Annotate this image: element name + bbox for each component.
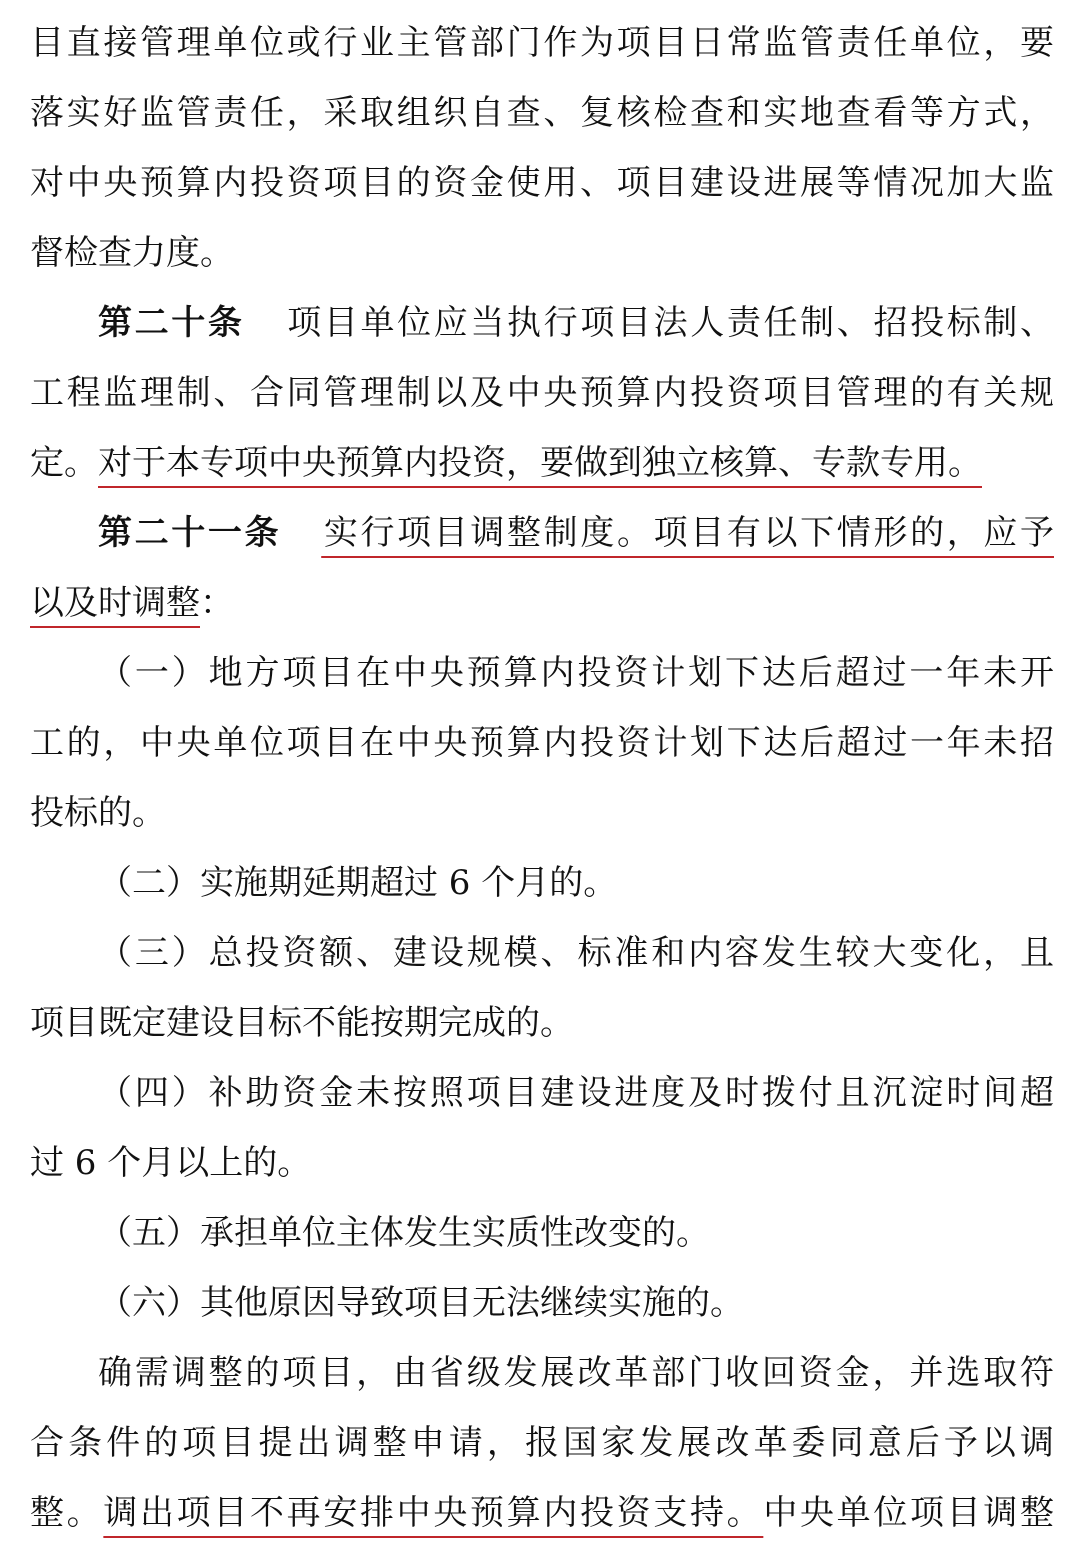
list-item-1	[30, 638, 1054, 708]
list-item-5	[30, 1198, 1054, 1268]
underlined-text: 实行项目调整制度。项目有以下情形的，应予	[321, 513, 1054, 553]
line-text: （四）补助资金未按照项目建设进度及时拨付且沉淀时间超	[98, 1073, 1054, 1113]
text-line	[30, 568, 1054, 638]
text-line	[30, 358, 1054, 428]
article-heading: 第二十一条	[98, 513, 282, 553]
line-text: 过 6 个月以上的。	[30, 1143, 312, 1183]
line-text: 整。	[30, 1493, 104, 1533]
text-line	[30, 428, 1054, 498]
line-text: 督检查力度。	[30, 233, 234, 273]
line-text: （五）承担单位主体发生实质性改变的。	[98, 1213, 710, 1253]
text-line	[30, 218, 1054, 288]
list-item-3	[30, 918, 1054, 988]
text-line	[30, 1128, 1054, 1198]
text-line	[30, 988, 1054, 1058]
list-item-6	[30, 1268, 1054, 1338]
text-line	[30, 1478, 1054, 1548]
line-text: （三）总投资额、建设规模、标准和内容发生较大变化，且	[98, 933, 1054, 973]
text-line	[30, 148, 1054, 218]
line-text: 工的，中央单位项目在中央预算内投资计划下达后超过一年未招	[30, 723, 1054, 763]
line-text: 确需调整的项目，由省级发展改革部门收回资金，并选取符	[98, 1353, 1054, 1393]
underlined-text: 调出项目不再安排中央预算内投资支持。	[103, 1493, 764, 1533]
underlined-text: 对于本专项中央预算内投资，要做到独立核算、专款专用。	[98, 443, 982, 483]
line-text: 对中央预算内投资项目的资金使用、项目建设进展等情况加大监	[30, 163, 1054, 203]
line-text: 投标的。	[30, 793, 166, 833]
list-item-4	[30, 1058, 1054, 1128]
article-heading: 第二十条	[98, 303, 245, 343]
line-text: 合条件的项目提出调整申请，报国家发展改革委同意后予以调	[30, 1423, 1054, 1463]
line-text: （六）其他原因导致项目无法继续实施的。	[98, 1283, 744, 1323]
article-21-line	[30, 498, 1054, 568]
adjustment-paragraph-line	[30, 1338, 1054, 1408]
line-text: 项目单位应当执行项目法人责任制、招投标制、	[284, 303, 1054, 343]
text-line	[30, 708, 1054, 778]
underlined-text: 以及时调整	[30, 583, 200, 623]
line-text: （二）实施期延期超过 6 个月的。	[98, 863, 618, 903]
text-line	[30, 8, 1054, 78]
line-text: 目直接管理单位或行业主管部门作为项目日常监管责任单位，要	[30, 23, 1054, 63]
line-text: 落实好监管责任，采取组织自查、复核检查和实地查看等方式，	[30, 93, 1054, 133]
line-text: 定。	[30, 443, 98, 483]
text-line	[30, 1408, 1054, 1478]
article-20-line	[30, 288, 1054, 358]
line-text: ：	[200, 583, 234, 623]
text-line	[30, 778, 1054, 848]
line-text: 项目既定建设目标不能按期完成的。	[30, 1003, 574, 1043]
line-text: 工程监理制、合同管理制以及中央预算内投资项目管理的有关规	[30, 373, 1054, 413]
text-line	[30, 78, 1054, 148]
line-text: （一）地方项目在中央预算内投资计划下达后超过一年未开	[98, 653, 1054, 693]
list-item-2	[30, 848, 1054, 918]
line-text: 中央单位项目调整	[763, 1493, 1054, 1533]
